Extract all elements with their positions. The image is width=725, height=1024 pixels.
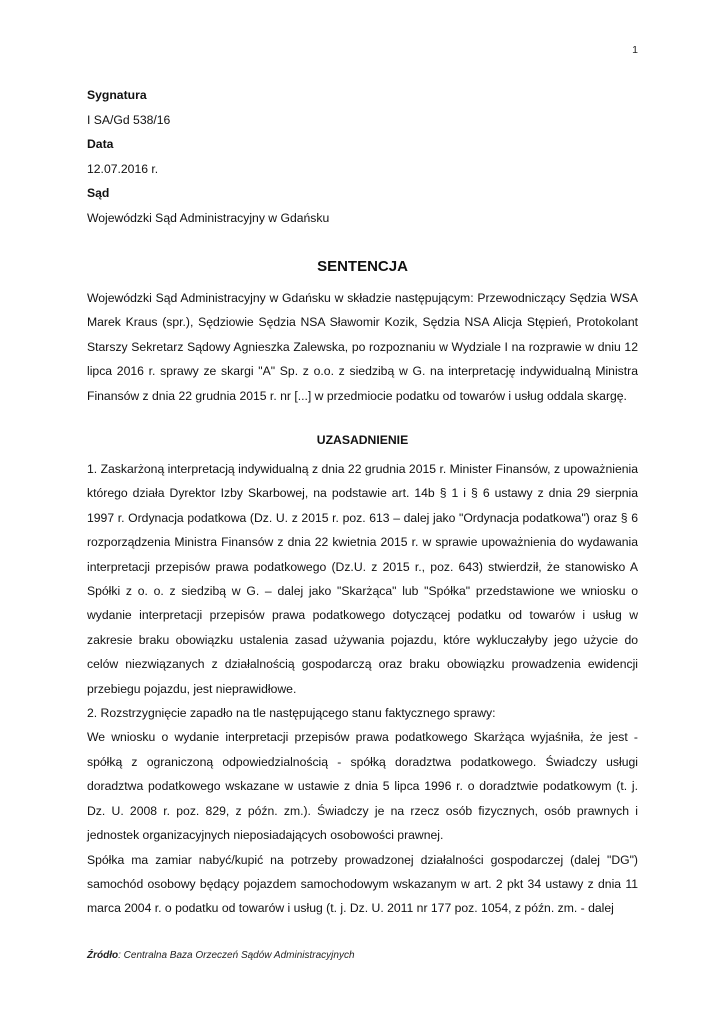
sentencja-heading: SENTENCJA — [317, 258, 408, 275]
uzasadnienie-paragraph-3: We wniosku o wydanie interpretacji przepisów prawa podatkowego Skarżąca wyjaśniła, że jest - spółką z ograniczoną odpowiedzialnością - spółką doradztwa podatkowego. Świadczy usługi doradztwa podatkowego wskazane w ustawie z dnia 5 lipca 1996 r. o doradztwie podatkowym (t. j. Dz. U. 2008 r. poz. 829, z późn. zm.). Świadczy je na rzecz osób fizycznych, osób prawnych i jednostek organizacyjnych nieposiadających osobowości prawnej. — [87, 730, 638, 843]
uzasadnienie-heading: UZASADNIENIE — [316, 433, 409, 447]
source-value: : Centralna Baza Orzeczeń Sądów Administracyjnych — [118, 950, 355, 961]
uzasadnienie-paragraph-2: 2. Rozstrzygnięcie zapadło na tle następującego stanu faktycznego sprawy: — [87, 706, 496, 721]
uzasadnienie-paragraph-4: Spółka ma zamiar nabyć/kupić na potrzeby prowadzonej działalności gospodarczej (dalej "DG") samochód osobowy będący pojazdem samochodowym wskazanym w art. 2 pkt 34 ustawy z dnia 11 marca 2004 r. o podatku od towarów i usług (t. j. Dz. U. 2011 nr 177 poz. 1054, z późn. zm. - dalej — [87, 852, 638, 916]
date-label: Data — [87, 137, 114, 151]
source-label: Źródło — [87, 950, 119, 961]
signature-value: I SA/Gd 538/16 — [87, 112, 171, 127]
document-metadata — [87, 86, 638, 233]
page-number: 1 — [632, 44, 638, 56]
court-value: Wojewódzki Sąd Administracyjny w Gdańsku — [87, 210, 330, 225]
source-footer — [87, 950, 355, 961]
sentencja-paragraph: Wojewódzki Sąd Administracyjny w Gdańsku w składzie następującym: Przewodniczący Sędzia WSA Marek Kraus (spr.), Sędziowie Sędzia NSA Sławomir Kozik, Sędzia NSA Alicja Stępień, Protokolant Starszy Sekretarz Sądowy Agnieszka Zalewska, po rozpoznaniu w Wydziale I na rozprawie w dniu 12 lipca 2016 r. sprawy ze skargi "A" Sp. z o.o. z siedzibą w G. na interpretację indywidualną Ministra Finansów z dnia 22 grudnia 2015 r. nr [...] w przedmiocie podatku od towarów i usług oddala skargę. — [87, 291, 638, 403]
sentencja-body — [87, 286, 638, 408]
signature-label: Sygnatura — [87, 88, 147, 102]
court-label: Sąd — [87, 186, 110, 200]
uzasadnienie-body — [87, 457, 638, 921]
date-value: 12.07.2016 r. — [87, 161, 159, 176]
uzasadnienie-paragraph-1: 1. Zaskarżoną interpretacją indywidualną z dnia 22 grudnia 2015 r. Minister Finansów, z upoważnienia którego działa Dyrektor Izby Skarbowej, na podstawie art. 14b § 1 i § 6 ustawy z dnia 29 sierpnia 1997 r. Ordynacja podatkowa (Dz. U. z 2015 r. poz. 613 – dalej jako "Ordynacja podatkowa") oraz § 6 rozporządzenia Ministra Finansów z dnia 22 kwietnia 2015 r. w sprawie upoważnienia do wydawania interpretacji przepisów prawa podatkowego (Dz.U. z 2015 r., poz. 643) stwierdził, że stanowisko A Spółki z o. o. z siedzibą w G. – dalej jako "Skarżąca" lub "Spółka" przedstawione we wniosku o wydanie interpretacji przepisów prawa podatkowego dotyczącej podatku od towarów i usług w zakresie braku obowiązku ustalenia zasad używania pojazdu, które wykluczałyby jego użycie do celów niezwiązanych z działalnością gospodarczą oraz braku obowiązku prowadzenia ewidencji przebiegu pojazdu, jest nieprawidłowe. — [87, 462, 638, 696]
